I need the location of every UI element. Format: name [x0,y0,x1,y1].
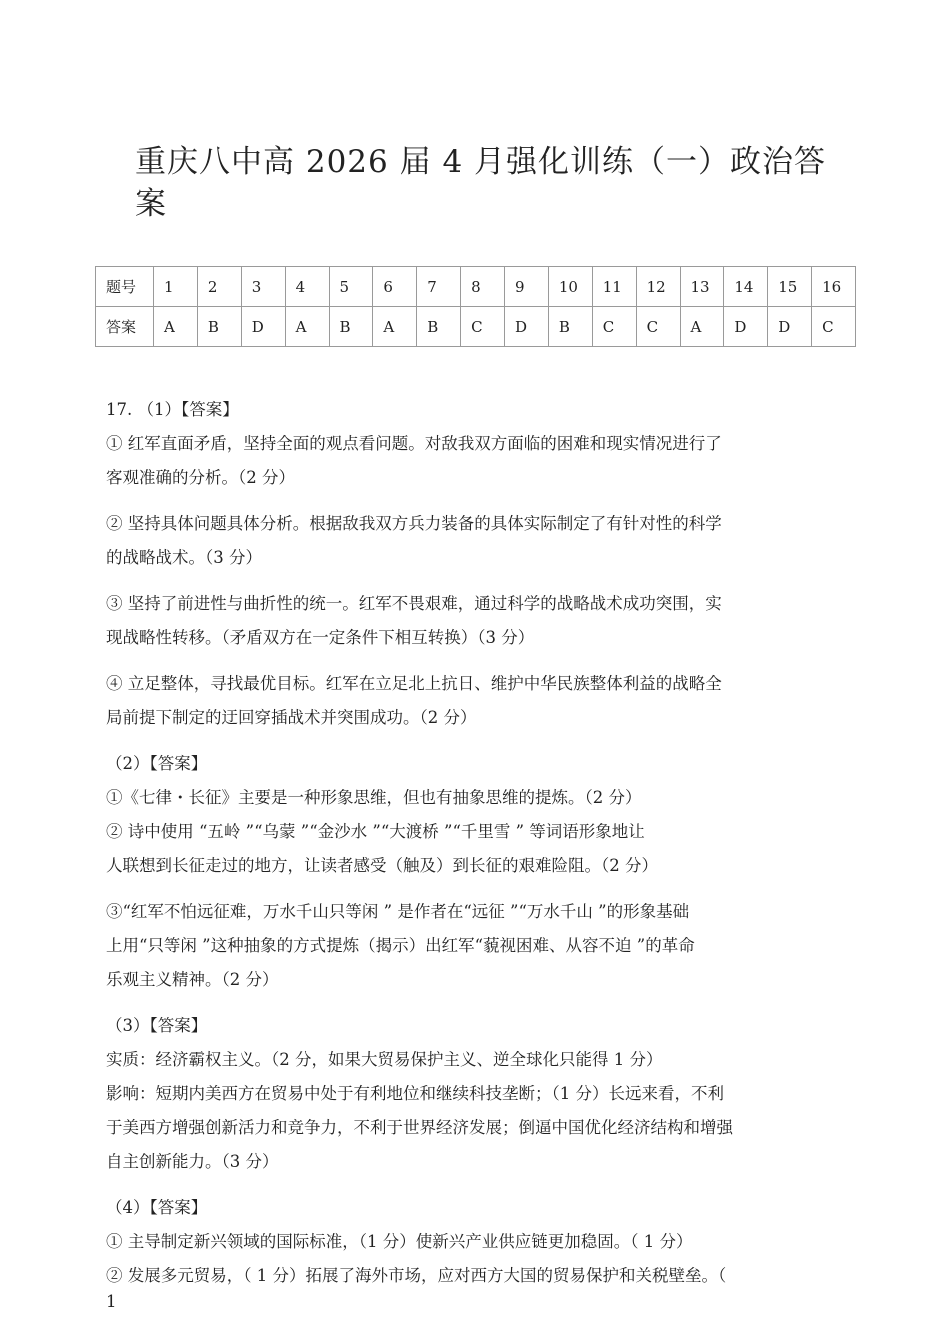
answer-cell: B [417,307,461,347]
paragraph-line: 局前提下制定的迂回穿插战术并突围成功。（2 分） [106,708,477,727]
paragraph-line: ② 诗中使用 “五岭 ”“乌蒙 ”“金沙水 ”“大渡桥 ”“千里雪 ” 等词语形象地让 [106,822,645,841]
question-number-cell: 15 [768,267,812,307]
paragraph-line: ③“红军不怕远征难，万水千山只等闲 ” 是作者在“远征 ”“万水千山 ”的形象基础 [106,902,690,921]
paragraph-line: 于美西方增强创新活力和竞争力，不利于世界经济发展；倒逼中国优化经济结构和增强 [106,1118,733,1137]
question-number-cell: 5 [329,267,373,307]
q17-part4-heading: （4）【答案】 [106,1198,208,1217]
answer-cell: C [812,307,856,347]
q17-part3-heading: （3）【答案】 [106,1016,208,1035]
paragraph-line: ② 坚持具体问题具体分析。根据敌我双方兵力装备的具体实际制定了有针对性的科学 [106,514,722,533]
question-number-cell: 4 [285,267,329,307]
question-number-row [96,267,856,307]
answer-cell: B [197,307,241,347]
answer-cell: B [329,307,373,347]
question-number-cell: 1 [154,267,198,307]
answer-cell: A [154,307,198,347]
paragraph-line: 1 [106,1292,117,1311]
question-number-cell: 9 [505,267,549,307]
paragraph-line: 实质：经济霸权主义。（2 分，如果大贸易保护主义、逆全球化只能得 1 分） [106,1050,663,1069]
paragraph-line: ② 发展多元贸易，（ 1 分）拓展了海外市场，应对西方大国的贸易保护和关税壁垒。（ [106,1266,727,1285]
question-number-cell: 8 [461,267,505,307]
question-number-cell: 16 [812,267,856,307]
question-number-cell: 12 [636,267,680,307]
question-number-cell: 6 [373,267,417,307]
answer-row [96,307,856,347]
row-label-question-number: 题号 [96,267,154,307]
answer-cell: D [505,307,549,347]
paragraph-line: 客观准确的分析。（2 分） [106,468,295,487]
answer-cell: D [241,307,285,347]
paragraph-line: 现战略性转移。（矛盾双方在一定条件下相互转换）（3 分） [106,628,535,647]
answer-body [106,393,846,1311]
answer-table [95,266,856,347]
answer-cell: C [592,307,636,347]
answer-cell: A [373,307,417,347]
question-number-cell: 7 [417,267,461,307]
paragraph-line: 上用“只等闲 ”这种抽象的方式提炼（揭示）出红军“藐视困难、从容不迫 ”的革命 [106,936,695,955]
paragraph-line: ① 红军直面矛盾，坚持全面的观点看问题。对敌我双方面临的困难和现实情况进行了 [106,434,722,453]
row-label-answer: 答案 [96,307,154,347]
paragraph-line: 的战略战术。（3 分） [106,548,262,567]
paragraph-line: 乐观主义精神。（2 分） [106,970,279,989]
question-number-cell: 3 [241,267,285,307]
answer-cell: A [680,307,724,347]
question-number-cell: 11 [592,267,636,307]
question-number-cell: 10 [548,267,592,307]
answer-cell: B [548,307,592,347]
answer-cell: D [724,307,768,347]
paragraph-line: ④ 立足整体，寻找最优目标。红军在立足北上抗日、维护中华民族整体利益的战略全 [106,674,722,693]
paragraph-line: ① 主导制定新兴领域的国际标准，（1 分）使新兴产业供应链更加稳固。（ 1 分） [106,1232,693,1251]
paragraph-line: ①《七律・长征》主要是一种形象思维，但也有抽象思维的提炼。（2 分） [106,788,642,807]
paragraph-line: 影响：短期内美西方在贸易中处于有利地位和继续科技垄断；（1 分）长远来看，不利 [106,1084,724,1103]
answer-cell: C [461,307,505,347]
paragraph-line: 人联想到长征走过的地方，让读者感受（触及）到长征的艰难险阻。（2 分） [106,856,658,875]
title-line-1: 重庆八中高 2026 届 4 月强化训练（一）政治答 [135,144,827,180]
question-number-cell: 14 [724,267,768,307]
q17-part2-heading: （2）【答案】 [106,754,208,773]
question-number-cell: 13 [680,267,724,307]
answer-cell: C [636,307,680,347]
answer-cell: D [768,307,812,347]
answer-cell: A [285,307,329,347]
q17-part1-heading: 17. （1）【答案】 [106,400,239,419]
question-number-cell: 2 [197,267,241,307]
title-line-2: 案 [135,186,167,222]
document-title [135,141,850,225]
paragraph-line: 自主创新能力。（3 分） [106,1152,279,1171]
paragraph-line: ③ 坚持了前进性与曲折性的统一。红军不畏艰难，通过科学的战略战术成功突围，实 [106,594,722,613]
